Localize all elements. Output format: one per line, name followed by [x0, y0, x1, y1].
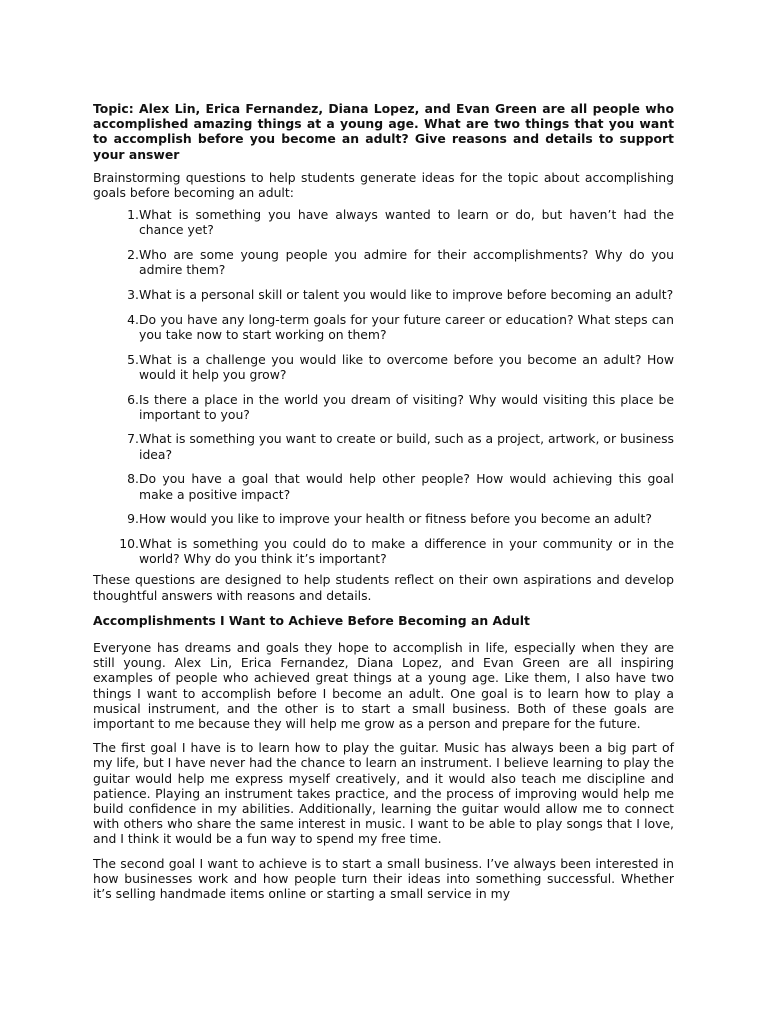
list-item [93, 207, 674, 237]
topic-prompt: Topic: Alex Lin, Erica Fernandez, Diana Lopez, and Evan Green are all people who accomplished amazing things at a young age. What are two things that you want to accomplish before you become an adult? Give reasons and details to support your answer [93, 101, 674, 162]
question-text: What is something you want to create or build, such as a project, artwork, or business idea? [139, 431, 674, 462]
list-item [93, 431, 674, 461]
list-item [93, 392, 674, 422]
question-text: What is something you could do to make a difference in your community or in the world? Why do you think it’s important? [139, 535, 674, 567]
essay-paragraph: Everyone has dreams and goals they hope to accomplish in life, especially when they are still young. Alex Lin, Erica Fernandez, Diana Lopez, and Evan Green are all inspiring examples of people who achieved great things at a young age. Like them, I also have two things I want to accomplish before I become an adult. One goal is to learn how to play a musical instrument, and the other is to start a small business. Both of these goals are important to me because they will help me grow as a person and prepare for the future. [93, 639, 674, 731]
question-text: Do you have a goal that would help other people? How would achieving this goal make a positive impact? [139, 471, 674, 502]
list-item [93, 471, 674, 501]
essay-paragraph: The second goal I want to achieve is to start a small business. I’ve always been interested in how businesses work and how people turn their ideas into something successful. Whether it’s selling handmade items online or starting a small service in my [93, 855, 674, 902]
question-number: 8. [127, 471, 139, 487]
question-text: What is a challenge you would like to overcome before you become an adult? How would it help you grow? [139, 351, 674, 382]
essay-paragraph: The first goal I have is to learn how to play the guitar. Music has always been a big part of my life, but I have never had the chance to learn an instrument. I believe learning to play the guitar would help me express myself creatively, and it would also teach me discipline and patience. Playing an instrument takes practice, and the process of improving would help me build confidence in my abilities. Additionally, learning the guitar would allow me to connect with others who share the same interest in music. I want to be able to play songs that I love, and I think it would be a fun way to spend my free time. [93, 740, 674, 847]
list-item [93, 352, 674, 382]
list-item [93, 511, 674, 526]
question-text: Is there a place in the world you dream of visiting? Why would visiting this place be important to you? [139, 391, 674, 422]
question-text: What is something you have always wanted to learn or do, but haven’t had the chance yet? [139, 207, 674, 238]
question-number: 7. [127, 431, 139, 447]
brainstorm-closing: These questions are designed to help students reflect on their own aspirations and develop thoughtful answers with reasons and details. [93, 572, 674, 603]
essay-heading: Accomplishments I Want to Achieve Before Becoming an Adult [93, 612, 530, 628]
brainstorm-intro: Brainstorming questions to help students generate ideas for the topic about accomplishing goals before becoming an adult: [93, 169, 674, 201]
question-text: Do you have any long-term goals for your future career or education? What steps can you take now to start working on them? [139, 311, 674, 342]
list-item [93, 536, 674, 566]
list-item [93, 287, 674, 302]
question-text: How would you like to improve your health or fitness before you become an adult? [139, 511, 652, 527]
list-item [93, 247, 674, 277]
question-number: 4. [127, 311, 139, 327]
document-page [93, 101, 674, 910]
question-number: 6. [127, 391, 139, 407]
question-text: What is a personal skill or talent you would like to improve before becoming an adult? [139, 287, 674, 303]
list-item [93, 312, 674, 342]
question-number: 3. [127, 287, 139, 303]
question-list [93, 207, 674, 566]
question-number: 2. [127, 247, 139, 263]
question-number: 10. [119, 535, 139, 551]
question-number: 9. [127, 511, 139, 527]
question-number: 1. [127, 207, 139, 223]
question-number: 5. [127, 351, 139, 367]
question-text: Who are some young people you admire for their accomplishments? Why do you admire them? [139, 247, 674, 278]
